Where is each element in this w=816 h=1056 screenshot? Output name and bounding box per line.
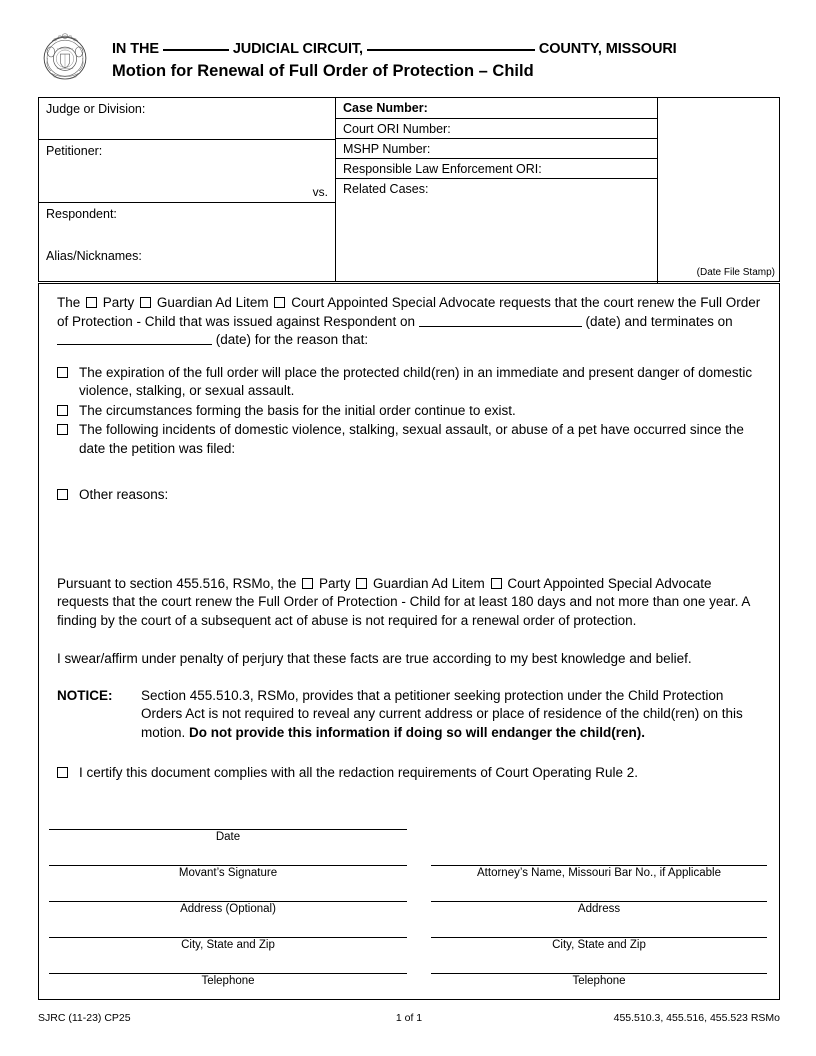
reason-item[interactable] [57, 364, 765, 401]
checkbox-guardian-ad-litem[interactable] [140, 297, 151, 308]
form-code-label: SJRC (11-23) CP25 [38, 1012, 131, 1024]
signature-row-signature [49, 865, 777, 901]
pursuant-tail-label: Advocate requests that the court renew the Full Order of Protection - Child for at least 180 days and not more than one year. A finding by the court of a subsequent act of abuse is not required for a renewal order of protection. [57, 575, 750, 628]
notice-text [57, 687, 765, 743]
reason-label: The following incidents of domestic violence, stalking, sexual assault, or abuse of a pet have occurred since the date the petition was filed: [79, 422, 744, 456]
checkbox-certify-redaction[interactable] [57, 767, 68, 778]
header-text-block [112, 38, 780, 81]
missouri-state-seal-icon [36, 28, 94, 86]
movant-telephone-line[interactable] [49, 973, 407, 974]
terminates-on-label: and terminates on [624, 313, 733, 329]
petitioner-field[interactable] [39, 140, 335, 203]
swear-affirm-statement: I swear/affirm under penalty of perjury that these facts are true according to my best knowledge and belief. [57, 651, 692, 666]
party-label: Party [102, 295, 135, 310]
reasons-checklist [57, 364, 765, 459]
respondent-label: Respondent: [46, 207, 117, 221]
terminates-date-blank[interactable] [57, 332, 212, 345]
checkbox-reason-circumstances-continue[interactable] [57, 405, 68, 416]
casa-label: Court Appointed Special Advocate [291, 295, 496, 310]
county-missouri-label: COUNTY, MISSOURI [538, 41, 677, 57]
case-number-label: Case Number: [343, 101, 428, 115]
certify-redaction-row[interactable] [57, 764, 765, 783]
mshp-number-label: MSHP Number: [343, 142, 431, 156]
checkbox-other-reasons[interactable] [57, 489, 68, 500]
pursuant-gal-label: Guardian Ad Litem [372, 575, 485, 591]
guardian-ad-litem-label: Guardian Ad Litem [156, 295, 269, 310]
date-caption: Date [215, 831, 241, 843]
movant-city-line[interactable] [49, 937, 407, 938]
date-marker-2: (date) for the reason that: [215, 332, 369, 347]
notice-block [57, 687, 765, 743]
checkbox-court-appointed-special-advocate[interactable] [274, 297, 285, 308]
attorney-name-line[interactable] [431, 865, 767, 866]
judge-or-division-field[interactable] [39, 98, 335, 140]
statute-reference-label: 455.510.3, 455.516, 455.523 RSMo [613, 1012, 780, 1024]
page-number-label: 1 of 1 [395, 1012, 423, 1024]
caption-left-column [39, 98, 336, 281]
related-cases-field[interactable] [336, 179, 658, 283]
attorney-telephone-caption: Telephone [572, 975, 626, 987]
attorney-name-caption: Attorney’s Name, Missouri Bar No., if Applicable [477, 867, 721, 879]
respondent-field[interactable] [39, 203, 335, 283]
petitioner-label: Petitioner: [46, 144, 103, 158]
court-ori-number-label: Court ORI Number: [343, 122, 451, 136]
movant-city-caption: City, State and Zip [181, 939, 275, 951]
reason-label: The expiration of the full order will place the protected child(ren) in an immediate and present danger of domestic violence, stalking, or sexual assault. [79, 364, 753, 398]
reason-label: The circumstances forming the basis for the initial order continue to exist. [79, 402, 516, 418]
signature-row-telephone [49, 973, 777, 1009]
movant-signature-caption: Movant’s Signature [178, 867, 278, 879]
in-the-label: IN THE [112, 41, 159, 57]
checkbox-pursuant-casa[interactable] [491, 578, 502, 589]
movant-telephone-caption: Telephone [201, 975, 255, 987]
pursuant-pre-label: Pursuant to section 455.516, RSMo, the [57, 575, 297, 591]
responsible-law-enforcement-ori-label: Responsible Law Enforcement ORI: [343, 162, 542, 176]
notice-label: NOTICE: [57, 687, 113, 703]
motion-body-content [57, 294, 765, 783]
reason-item[interactable] [57, 421, 765, 458]
requests-tail-label: requests that the court renew the [499, 295, 697, 310]
page-title: Motion for Renewal of Full Order of Protection – Child [112, 62, 534, 80]
date-marker-1: (date) [585, 313, 621, 329]
date-file-stamp-label: (Date File Stamp) [696, 267, 775, 278]
versus-label: vs. [312, 185, 328, 199]
case-caption-table [38, 97, 780, 282]
checkbox-party[interactable] [86, 297, 97, 308]
attorney-telephone-line[interactable] [431, 973, 767, 974]
date-signature-line[interactable] [49, 829, 407, 830]
movant-address-caption: Address (Optional) [180, 903, 276, 915]
court-caption-line [112, 38, 780, 58]
case-number-field[interactable] [336, 98, 658, 119]
attorney-address-caption: Address [577, 903, 621, 915]
attorney-city-line[interactable] [431, 937, 767, 938]
checkbox-reason-following-incidents[interactable] [57, 424, 68, 435]
issued-against-label: Full Order of Protection - Child that was issued against Respondent on [57, 295, 761, 329]
other-reasons-label: Other reasons: [79, 487, 169, 502]
pursuant-casa-label: Court Appointed Special [507, 575, 653, 591]
signature-block [49, 829, 777, 1009]
reason-item[interactable] [57, 402, 765, 421]
related-cases-label: Related Cases: [343, 182, 429, 196]
checkbox-reason-expiration-danger[interactable] [57, 367, 68, 378]
certify-label: I certify this document complies with all the redaction requirements of Court Operating Rule 2. [79, 765, 639, 780]
signature-row-date [49, 829, 777, 865]
issued-date-blank[interactable] [419, 314, 582, 327]
checkbox-pursuant-party[interactable] [302, 578, 313, 589]
judge-or-division-label: Judge or Division: [46, 102, 146, 116]
caption-right-column [336, 98, 781, 281]
intro-the-label: The [57, 295, 81, 310]
other-reasons-row[interactable] [57, 486, 765, 505]
pursuant-paragraph [57, 575, 765, 631]
motion-body-box [38, 283, 780, 1000]
county-name-blank[interactable] [367, 38, 535, 51]
intro-paragraph [57, 294, 765, 350]
form-header [36, 28, 780, 90]
circuit-number-blank[interactable] [163, 38, 229, 51]
signature-row-city [49, 937, 777, 973]
movant-signature-line[interactable] [49, 865, 407, 866]
movant-address-line[interactable] [49, 901, 407, 902]
notice-text-plain: Section 455.510.3, RSMo, provides that a petitioner seeking protection under the Child Protection Orders Act is not required to reveal any current address or place of residence of the child(ren) on this motion. [141, 687, 743, 740]
notice-text-emphasis: Do not provide this information if doing so will endanger the child(ren). [189, 724, 646, 740]
mshp-number-field[interactable] [336, 139, 658, 159]
page-footer [38, 1012, 780, 1028]
judicial-circuit-label: JUDICIAL CIRCUIT, [232, 41, 363, 57]
pursuant-party-label: Party [318, 575, 351, 591]
signature-row-address [49, 901, 777, 937]
checkbox-pursuant-guardian-ad-litem[interactable] [356, 578, 367, 589]
attorney-address-line[interactable] [431, 901, 767, 902]
court-ori-number-field[interactable] [336, 119, 658, 139]
alias-nicknames-label: Alias/Nicknames: [46, 249, 142, 263]
responsible-law-enforcement-ori-field[interactable] [336, 159, 658, 179]
attorney-city-caption: City, State and Zip [552, 939, 646, 951]
